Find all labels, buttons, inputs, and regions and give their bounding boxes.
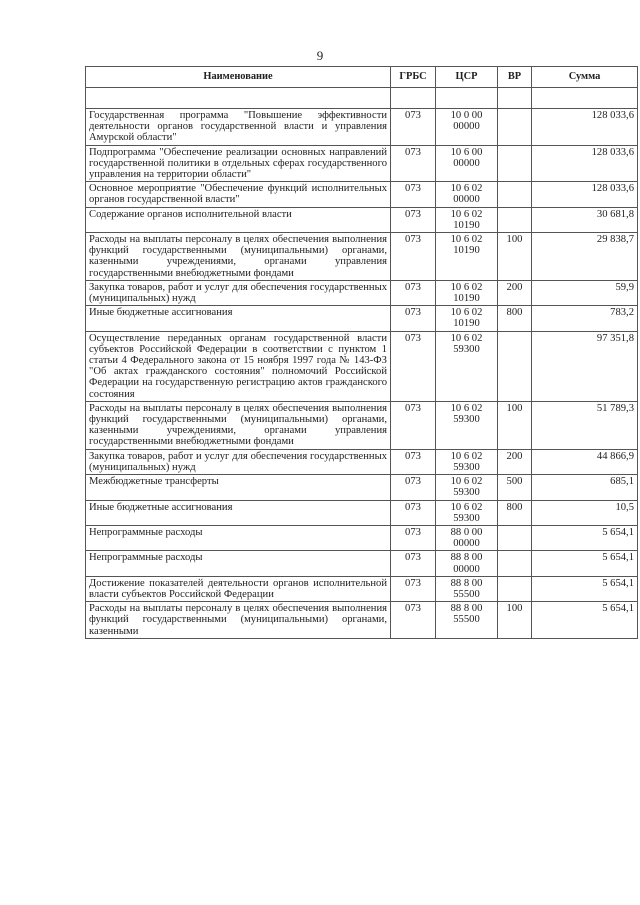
cell-grbs: 073: [391, 233, 436, 281]
table-row: [86, 475, 638, 500]
cell-sum: 685,1: [532, 475, 638, 500]
cell-grbs: 073: [391, 449, 436, 474]
cell-grbs: 073: [391, 602, 436, 639]
cell-name: Осуществление переданных органам государственной власти субъектов Российской Федерации в соответствии с пунктом 1 статьи 4 Федерального закона от 15 ноября 1997 года № 143-ФЗ "Об актах гражданского состояния" полномочий Российской Федерации на государственную регистрацию актов гражданского состояния: [86, 331, 391, 401]
budget-table: [85, 66, 638, 639]
cell-sum: 783,2: [532, 306, 638, 331]
cell-vr: [498, 525, 532, 550]
cell-grbs: 073: [391, 525, 436, 550]
cell-name: Подпрограмма "Обеспечение реализации основных направлений государственной политики в отдельных сферах государственного управления на территории области": [86, 145, 391, 182]
cell-csr: 10 6 02 10190: [436, 306, 498, 331]
cell-csr: 10 6 02 10190: [436, 233, 498, 281]
cell-csr: 10 6 00 00000: [436, 145, 498, 182]
table-body: [86, 88, 638, 639]
cell-sum: 5 654,1: [532, 602, 638, 639]
header-sum: Сумма: [532, 67, 638, 88]
cell-vr: 100: [498, 233, 532, 281]
cell-name: Закупка товаров, работ и услуг для обеспечения государственных (муниципальных) нужд: [86, 280, 391, 305]
table-row: [86, 331, 638, 401]
cell-grbs: 073: [391, 500, 436, 525]
cell-grbs: 073: [391, 475, 436, 500]
cell-grbs: 073: [391, 306, 436, 331]
cell-grbs: 073: [391, 401, 436, 449]
cell-sum: 5 654,1: [532, 551, 638, 576]
cell-sum: 44 866,9: [532, 449, 638, 474]
cell-sum: 59,9: [532, 280, 638, 305]
cell-sum: 128 033,6: [532, 182, 638, 207]
cell-sum: 97 351,8: [532, 331, 638, 401]
cell-name: Достижение показателей деятельности органов исполнительной власти субъектов Российской Федерации: [86, 576, 391, 601]
cell-name: Расходы на выплаты персоналу в целях обеспечения выполнения функций государственными (муниципальными) органами, казенными: [86, 602, 391, 639]
cell-vr: [498, 551, 532, 576]
cell-csr: 88 8 00 55500: [436, 602, 498, 639]
cell-vr: [498, 331, 532, 401]
cell-sum: 51 789,3: [532, 401, 638, 449]
table-row: [86, 109, 638, 146]
cell-vr: 200: [498, 280, 532, 305]
cell-vr: 500: [498, 475, 532, 500]
table-row: [86, 500, 638, 525]
cell-grbs: 073: [391, 109, 436, 146]
table-row: [86, 207, 638, 232]
cell-grbs: 073: [391, 576, 436, 601]
header-csr: ЦСР: [436, 67, 498, 88]
cell-csr: 88 8 00 55500: [436, 576, 498, 601]
cell-sum: 128 033,6: [532, 145, 638, 182]
cell-csr: 10 6 02 59300: [436, 475, 498, 500]
cell-name: Межбюджетные трансферты: [86, 475, 391, 500]
cell-csr: 10 6 02 59300: [436, 401, 498, 449]
cell-csr: 10 6 02 10190: [436, 280, 498, 305]
cell-grbs: 073: [391, 145, 436, 182]
cell-csr: 88 0 00 00000: [436, 525, 498, 550]
cell-name: Непрограммные расходы: [86, 551, 391, 576]
cell-name: Иные бюджетные ассигнования: [86, 306, 391, 331]
header-row: [86, 67, 638, 88]
cell-sum: 5 654,1: [532, 525, 638, 550]
cell-csr: 10 6 02 10190: [436, 207, 498, 232]
table-row: [86, 551, 638, 576]
cell-name: Содержание органов исполнительной власти: [86, 207, 391, 232]
cell-grbs: 073: [391, 551, 436, 576]
table-row: [86, 401, 638, 449]
cell-vr: 800: [498, 306, 532, 331]
cell-sum: 128 033,6: [532, 109, 638, 146]
cell-vr: 100: [498, 602, 532, 639]
cell-name: Расходы на выплаты персоналу в целях обеспечения выполнения функций государственными (муниципальными) органами, казенными учреждениями, органами управления государственными внебюджетными фондами: [86, 401, 391, 449]
table-row: [86, 602, 638, 639]
table-row: [86, 145, 638, 182]
table-row: [86, 449, 638, 474]
cell-sum: 5 654,1: [532, 576, 638, 601]
cell-csr: 10 0 00 00000: [436, 109, 498, 146]
table-row: [86, 525, 638, 550]
header-name: Наименование: [86, 67, 391, 88]
header-grbs: ГРБС: [391, 67, 436, 88]
cell-vr: [498, 145, 532, 182]
cell-vr: [498, 109, 532, 146]
cell-grbs: 073: [391, 331, 436, 401]
cell-csr: 10 6 02 59300: [436, 331, 498, 401]
cell-vr: [498, 182, 532, 207]
cell-name: Расходы на выплаты персоналу в целях обеспечения выполнения функций государственными (муниципальными) органами, казенными учреждениями, органами управления государственными внебюджетными фондами: [86, 233, 391, 281]
cell-sum: 30 681,8: [532, 207, 638, 232]
table-row: [86, 280, 638, 305]
cell-vr: [498, 207, 532, 232]
table-row: [86, 306, 638, 331]
cell-csr: 88 8 00 00000: [436, 551, 498, 576]
cell-vr: 100: [498, 401, 532, 449]
cell-grbs: 073: [391, 280, 436, 305]
cell-grbs: 073: [391, 182, 436, 207]
cell-name: Закупка товаров, работ и услуг для обеспечения государственных (муниципальных) нужд: [86, 449, 391, 474]
cell-name: Государственная программа "Повышение эффективности деятельности органов государственной власти и управления Амурской области": [86, 109, 391, 146]
header-vr: ВР: [498, 67, 532, 88]
page-number: 9: [316, 48, 324, 63]
table-row: [86, 233, 638, 281]
cell-sum: 29 838,7: [532, 233, 638, 281]
spacer-row: [86, 88, 638, 109]
cell-name: Непрограммные расходы: [86, 525, 391, 550]
table-row: [86, 182, 638, 207]
cell-name: Иные бюджетные ассигнования: [86, 500, 391, 525]
cell-grbs: 073: [391, 207, 436, 232]
cell-sum: 10,5: [532, 500, 638, 525]
cell-csr: 10 6 02 59300: [436, 449, 498, 474]
cell-name: Основное мероприятие "Обеспечение функций исполнительных органов государственной власти": [86, 182, 391, 207]
table-row: [86, 576, 638, 601]
cell-vr: 200: [498, 449, 532, 474]
cell-csr: 10 6 02 00000: [436, 182, 498, 207]
cell-csr: 10 6 02 59300: [436, 500, 498, 525]
cell-vr: [498, 576, 532, 601]
cell-vr: 800: [498, 500, 532, 525]
